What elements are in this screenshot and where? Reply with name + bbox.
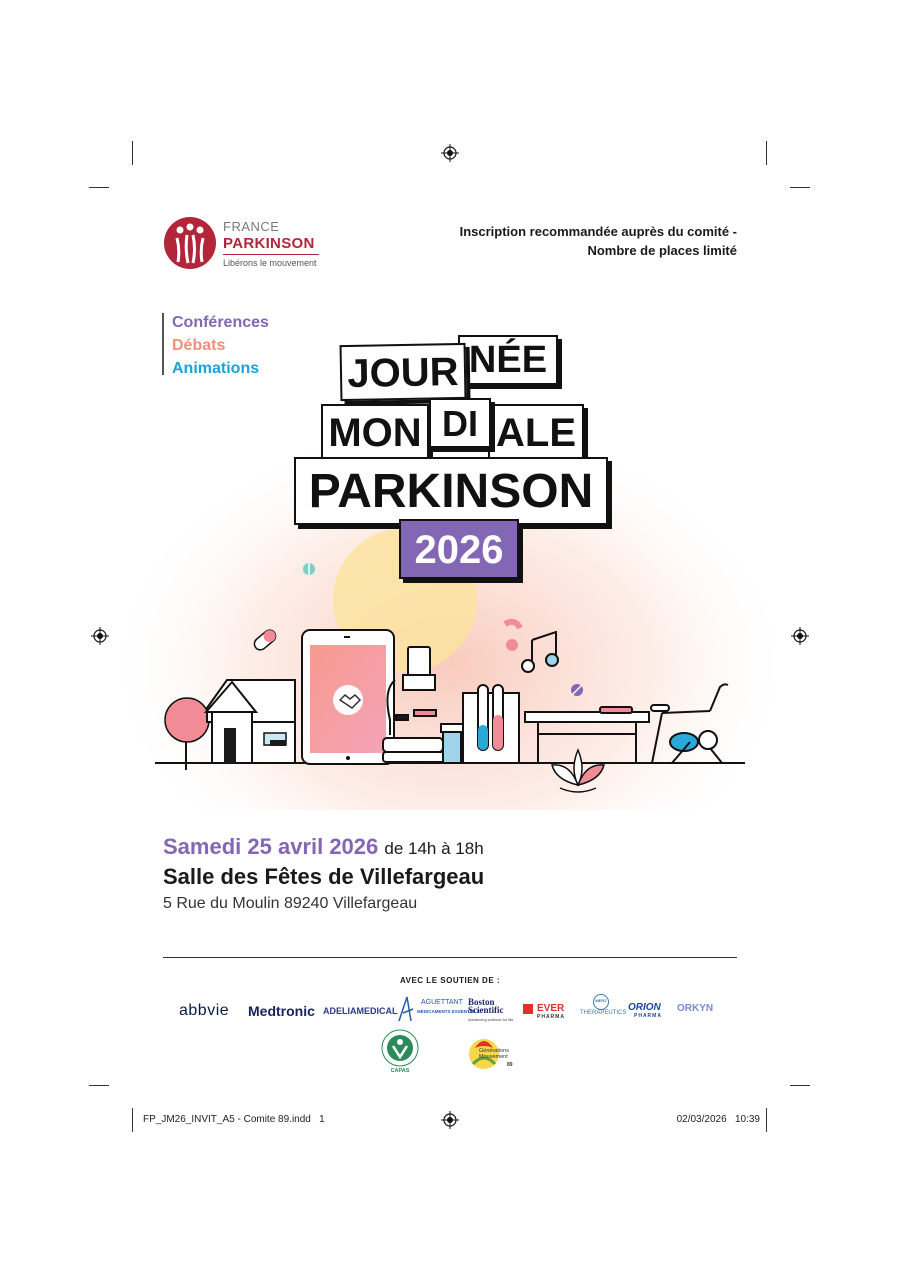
crop-mark: [790, 1085, 810, 1086]
capas-logo-icon: [381, 1029, 419, 1067]
sponsor-aguettant-sub: MÉDICAMENTS ESSENTIELS: [417, 1009, 480, 1014]
event-date: Samedi 25 avril 2026: [163, 834, 379, 859]
aguettant-logo-icon: [397, 995, 417, 1023]
event-address: 5 Rue du Moulin 89240 Villefargeau: [163, 895, 418, 912]
sponsor-boston-sub: Advancing science for life: [468, 1017, 514, 1022]
registration-notice: [417, 222, 737, 260]
sponsor-medtronic: Medtronic: [248, 1003, 315, 1019]
sponsor-boston-name: Boston Scientific: [468, 997, 504, 1015]
sponsors-heading: AVEC LE SOUTIEN DE :: [399, 976, 501, 985]
sponsor-merz-sub: THERAPEUTICS: [580, 1010, 627, 1016]
sponsor-merz: [580, 994, 627, 1026]
sponsor-orkyn: ORKYN: [677, 1003, 714, 1014]
registration-mark-icon: [441, 1111, 459, 1129]
crop-mark: [766, 141, 767, 165]
title-block-mon: MON: [321, 404, 429, 460]
sponsor-generations-mouvement: [467, 1034, 531, 1074]
event-venue: Salle des Fêtes de Villefargeau: [163, 864, 485, 889]
logo-divider: [223, 254, 319, 255]
sponsor-orion-pharma: [628, 1002, 670, 1022]
sponsor-merz-name: MERZ: [595, 998, 607, 1003]
logo-tagline: Libérons le mouvement: [223, 258, 317, 268]
crop-mark: [132, 141, 133, 165]
event-date-line: [163, 834, 484, 860]
sponsor-capas: [378, 1029, 422, 1077]
crop-mark: [89, 1085, 109, 1086]
jar-icon: [441, 724, 463, 763]
crop-mark: [89, 187, 109, 188]
title-block-jour: JOUR: [340, 343, 467, 401]
title-block-parkinson: PARKINSON: [294, 457, 608, 525]
title-block-di: DI: [429, 398, 491, 448]
registration-line-2: Nombre de places limité: [587, 243, 737, 258]
title-block-year: 2026: [399, 519, 519, 579]
sponsor-aguettant: [397, 995, 480, 1023]
sponsor-orion-name: ORION: [628, 1002, 661, 1013]
footer-timestamp: 02/03/2026 10:39: [676, 1114, 760, 1125]
sponsor-generations-name: Générations Mouvement: [479, 1048, 509, 1060]
footer-filename: FP_JM26_INVIT_A5 - Comite 89.indd 1: [143, 1114, 325, 1125]
logo-line-france: FRANCE: [223, 219, 280, 234]
sponsor-capas-name: CAPAS: [390, 1068, 410, 1074]
sponsor-abbvie: abbvie: [179, 1002, 230, 1019]
sponsor-ever-sub: PHARMA: [537, 1014, 565, 1020]
activity-conferences: Conférences: [172, 314, 269, 331]
ever-logo-icon: [523, 1004, 533, 1014]
registration-line-1: Inscription recommandée auprès du comité -: [459, 224, 737, 239]
crop-mark: [132, 1108, 133, 1132]
sponsor-boston-scientific: [468, 998, 520, 1026]
france-parkinson-emblem-icon: [163, 216, 217, 270]
test-tubes-icon: [463, 685, 519, 763]
sponsor-adeliamedical: ADELIAMEDICAL: [323, 1006, 398, 1016]
france-parkinson-logo: [163, 216, 328, 272]
house-icon: [206, 680, 295, 763]
sponsor-aguettant-name: AGUETTANT: [421, 999, 463, 1006]
sponsors-divider: [163, 957, 737, 958]
sponsor-generations-sub: 89: [507, 1062, 513, 1068]
activities-list: [172, 311, 269, 380]
sponsor-ever-pharma: [523, 1003, 575, 1021]
title-block-ale: ALE: [488, 404, 584, 460]
event-time: de 14h à 18h: [384, 839, 484, 858]
activity-debats: Débats: [172, 337, 226, 354]
sponsor-orion-sub: PHARMA: [634, 1013, 662, 1019]
crop-mark: [790, 187, 810, 188]
title-block-nee: NÉE: [458, 335, 558, 385]
crop-mark: [766, 1108, 767, 1132]
tablet-icon: [302, 630, 394, 764]
registration-mark-icon: [441, 144, 459, 162]
sponsor-ever-name: EVER: [537, 1003, 565, 1014]
activities-bar: [162, 313, 164, 375]
activity-animations: Animations: [172, 360, 260, 377]
logo-line-parkinson: PARKINSON: [223, 235, 315, 252]
